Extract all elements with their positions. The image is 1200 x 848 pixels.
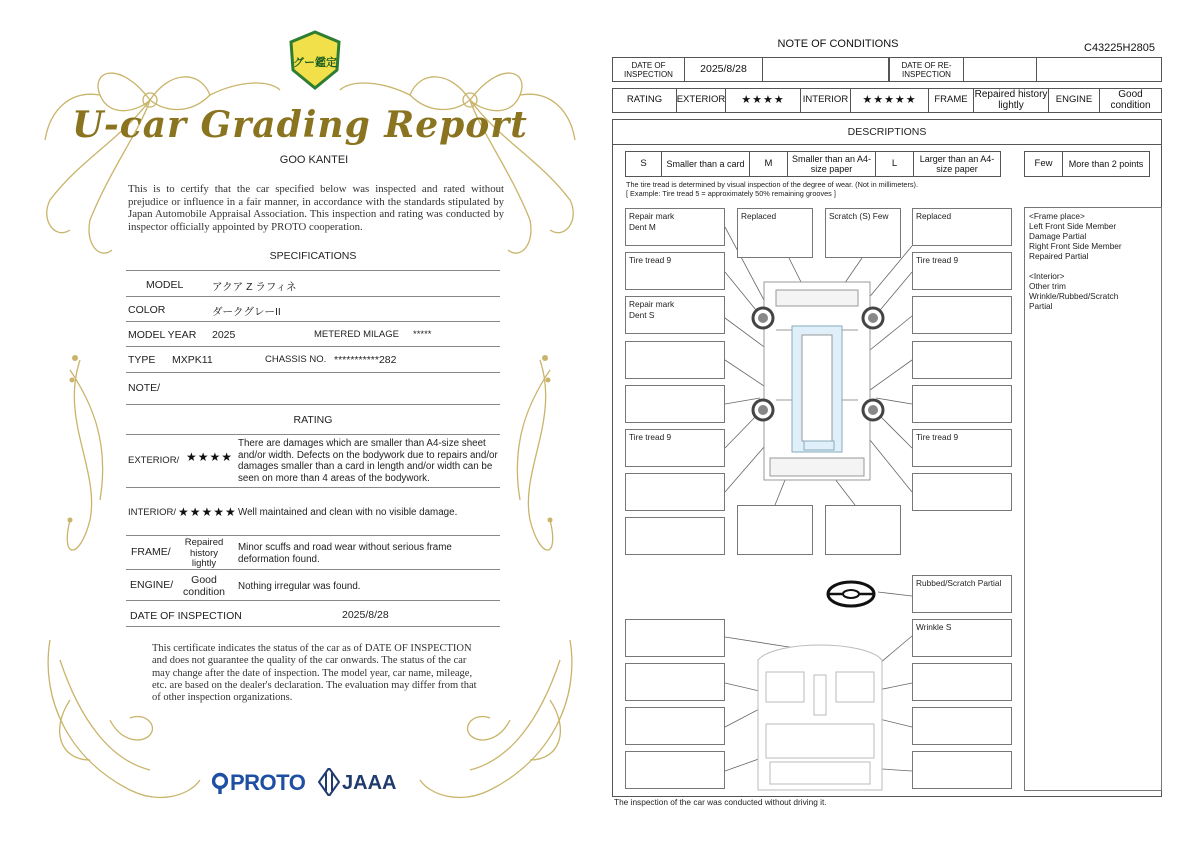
engine-description: Nothing irregular was found. [238, 581, 361, 592]
date-of-inspection-value: 2025/8/28 [685, 58, 763, 81]
legend-text-l: Larger than an A4-size paper [919, 153, 995, 174]
frame-note-line: Other trim [1029, 281, 1066, 291]
annotation-interior-wrinkle [912, 619, 1012, 657]
annotation-bonnet [825, 208, 901, 258]
annotation-empty [912, 296, 1012, 334]
interior-description: Well maintained and clean with no visible damage. [238, 507, 458, 518]
divider [126, 372, 500, 373]
divider [126, 600, 500, 601]
metered-mileage-value: ***** [413, 329, 432, 340]
annotation-empty [625, 473, 725, 511]
legend-key-l: L [876, 152, 914, 176]
annotation-empty [912, 707, 1012, 745]
exterior-label: EXTERIOR/ [128, 455, 180, 466]
note-label: NOTE/ [128, 382, 161, 394]
annotation-empty [912, 751, 1012, 789]
model-year-value: 2025 [212, 329, 236, 341]
engine-value: Good condition [1110, 89, 1151, 111]
date-of-inspection-value: 2025/8/28 [342, 609, 389, 621]
interior-label: INTERIOR/ [128, 507, 177, 518]
annotation-text: Rubbed/Scratch Partial [916, 578, 1002, 588]
date-of-inspection-label: DATE OF INSPECTION [130, 610, 242, 622]
annotation-front-bumper-left [737, 208, 813, 258]
report-code: C43225H2805 [1084, 42, 1155, 54]
frame-label: FRAME [929, 89, 974, 112]
annotation-text: Repair mark [629, 211, 675, 221]
certificate-subtitle: GOO KANTEI [279, 154, 349, 166]
badge-text: グー鑑定 [293, 56, 337, 69]
annotation-tire-rear-right [912, 429, 1012, 467]
exterior-label: EXTERIOR [677, 89, 726, 112]
frame-note-line: <Interior> [1029, 271, 1065, 281]
legend-key-m: M [750, 152, 788, 176]
report-title: NOTE OF CONDITIONS [777, 38, 899, 50]
metered-mileage-label: METERED MILAGE [314, 329, 399, 340]
annotation-tire-rear-left [625, 429, 725, 467]
tire-example-note: [ Example: Tire tread 5 = approximately 50% remaining grooves ] [626, 189, 836, 198]
report-footer: The inspection of the car was conducted without driving it. [614, 797, 827, 807]
annotation-text: Wrinkle S [916, 622, 952, 632]
frame-note-line: Right Front Side Member [1029, 241, 1122, 251]
date-of-inspection-label: DATE OF INSPECTION [613, 58, 685, 81]
frame-label: FRAME/ [131, 546, 171, 558]
annotation-text: Tire tread 9 [629, 255, 672, 265]
annotation-text: Replaced [741, 211, 777, 221]
annotation-tire-front-right [912, 252, 1012, 290]
divider [126, 535, 500, 536]
divider [126, 321, 500, 322]
frame-note-line: Repaired Partial [1029, 251, 1089, 261]
rating-heading: RATING [293, 414, 333, 426]
steering-wheel-icon [828, 582, 874, 606]
engine-label: ENGINE/ [130, 579, 174, 591]
annotation-text: Dent S [629, 309, 655, 320]
divider [126, 270, 500, 271]
divider [126, 569, 500, 570]
engine-value: Good condition [182, 574, 226, 598]
proto-logo-icon [212, 772, 228, 794]
reinspection-label: DATE OF RE-INSPECTION [889, 58, 963, 81]
model-value: アクア Z ラフィネ [212, 281, 297, 293]
jaaa-logo-icon [318, 768, 340, 796]
type-value: MXPK11 [172, 354, 213, 366]
color-label: COLOR [128, 304, 166, 316]
divider [126, 296, 500, 297]
annotation-text: Dent M [629, 221, 656, 232]
frame-place-notes [1024, 207, 1162, 791]
annotation-empty [625, 707, 725, 745]
proto-logo: PROTO [230, 770, 306, 795]
descriptions-heading: DESCRIPTIONS [612, 119, 1162, 145]
annotation-empty [625, 663, 725, 701]
engine-label: ENGINE [1049, 89, 1100, 112]
legend-text-few: More than 2 points [1068, 158, 1144, 169]
goo-kantei-badge [287, 30, 343, 92]
annotation-text: Replaced [916, 211, 952, 221]
annotation-text: Repair mark [629, 299, 675, 309]
exterior-stars: ★★★★ [726, 89, 801, 112]
exterior-description: There are damages which are smaller than A4-size sheet and/or width. Defects on the bodywork due to repairs and/or damages smaller than a card in length and/or width can be seen on more than 4 areas of the bodywork. [238, 438, 498, 484]
frame-note-line: Partial [1029, 301, 1053, 311]
frame-value: Repaired history lightly [974, 89, 1048, 111]
certificate-title: U-car Grading Report [72, 104, 528, 146]
interior-stars: ★★★★★ [851, 89, 929, 112]
annotation-empty [625, 385, 725, 423]
type-label: TYPE [128, 354, 156, 366]
annotation-text: Tire tread 9 [916, 255, 959, 265]
color-value: ダークグレーII [212, 306, 281, 318]
annotation-empty [912, 341, 1012, 379]
frame-note-line: Damage Partial [1029, 231, 1087, 241]
annotation-text: Tire tread 9 [629, 432, 672, 442]
legend-key-s: S [626, 152, 662, 176]
legend-key-few: Few [1025, 152, 1063, 176]
legend-text-m: Smaller than an A4-size paper [788, 152, 876, 176]
annotation-empty [912, 473, 1012, 511]
chassis-label: CHASSIS NO. [265, 354, 327, 365]
frame-note-line: Left Front Side Member [1029, 221, 1117, 231]
divider [126, 626, 500, 627]
model-label: MODEL [146, 279, 184, 291]
frame-value: Repaired history lightly [184, 537, 224, 569]
divider [126, 434, 500, 435]
rating-label: RATING [613, 89, 677, 112]
tire-note: The tire tread is determined by visual inspection of the degree of wear. (Not in millimeters). [626, 180, 919, 189]
model-year-label: MODEL YEAR [128, 329, 197, 341]
annotation-front-left [625, 208, 725, 246]
divider [126, 487, 500, 488]
annotation-empty [737, 505, 813, 555]
annotation-empty [912, 385, 1012, 423]
legend-text-s: Smaller than a card [662, 152, 750, 176]
frame-note-line: <Frame place> [1029, 211, 1085, 221]
annotation-empty [625, 341, 725, 379]
frame-description: Minor scuffs and road wear without serious frame deformation found. [238, 542, 452, 565]
note-of-conditions [600, 0, 1200, 848]
specifications-heading: SPECIFICATIONS [269, 250, 357, 262]
interior-stars: ★★★★★ [178, 505, 237, 519]
annotation-empty [625, 517, 725, 555]
annotation-empty [625, 751, 725, 789]
annotation-front-right [912, 208, 1012, 246]
annotation-empty [825, 505, 901, 555]
annotation-left-fender [625, 296, 725, 334]
certificate-statement: This is to certify that the car specified below was inspected and rated without prejudice or influence in a fair manner, in accordance with the standards stipulated by Japan Automobile Appraisal Association. This inspection and rating was conducted by inspector officially appointed by PROTO cooperation. [128, 183, 504, 233]
chassis-value: ***********282 [334, 354, 397, 366]
jaaa-logo: JAAA [342, 772, 397, 794]
exterior-stars: ★★★★ [186, 450, 234, 464]
annotation-empty [912, 663, 1012, 701]
annotation-text: Scratch (S) Few [829, 211, 889, 221]
annotation-tire-front-left [625, 252, 725, 290]
annotation-empty [625, 619, 725, 657]
interior-label: INTERIOR [801, 89, 851, 112]
annotation-steering [912, 575, 1012, 613]
divider [126, 404, 500, 405]
frame-note-spacer [1029, 261, 1157, 271]
annotation-text: Tire tread 9 [916, 432, 959, 442]
divider [126, 346, 500, 347]
frame-note-line: Wrinkle/Rubbed/Scratch [1029, 291, 1119, 301]
car-top-view-icon [753, 282, 883, 480]
certificate-disclaimer: This certificate indicates the status of the car as of DATE OF INSPECTION and does not guarantee the quality of the car onwards. The status of the car may change after the date of inspection. The model year, car name, mileage, etc. are based on the dealer's declaration. The evaluation may differ from that of other inspection organizations. [152, 643, 477, 704]
car-interior-view-icon [758, 645, 882, 790]
